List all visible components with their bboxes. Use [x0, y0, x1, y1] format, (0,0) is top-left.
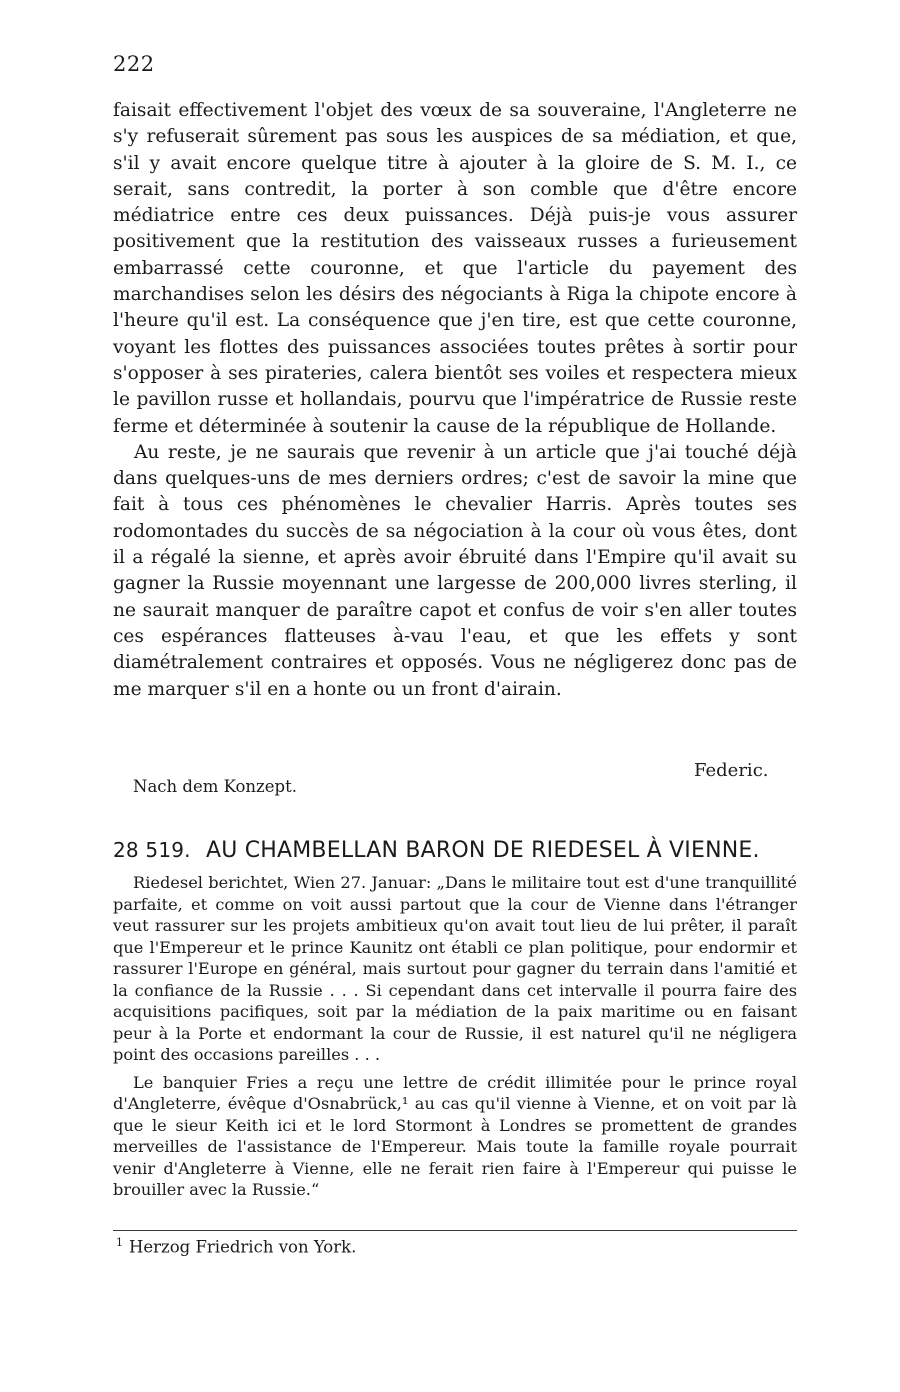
source-note: Nach dem Konzept. — [133, 777, 297, 796]
section-paragraph: Le banquier Fries a reçu une lettre de crédit illimitée pour le prince royal d'Angleterre, évêque d'Osnabrück,¹ au cas qu'il vienne à Vienne, et on voit par là que le sieur Keith ici et le lord Stormont à Londres se promettent de grandes merveilles de l'assistance de l'Empereur. Mais toute la famille royale pourrait venir d'Angleterre à Vienne, elle ne ferait rien faire à l'Empereur qui puisse le brouiller avec la Russie.“ — [113, 1072, 797, 1199]
letter-body — [113, 98, 797, 703]
letter-paragraph: faisait effectivement l'objet des vœux de sa souveraine, l'Angleterre ne s'y refuserait sûrement pas sous les auspices de sa médiation, et que, s'il y avait encore quelque titre à ajouter à la gloire de S. M. I., ce serait, sans contredit, la porter à son comble que d'être encore médiatrice entre ces deux puissances. Déjà puis-je vous assurer positivement que la restitution des vaisseaux russes a furieusement embarrassé cette couronne, et que l'article du payement des marchandises selon les désirs des négociants à Riga la chipote encore à l'heure qu'il est. La conséquence que j'en tire, est que cette couronne, voyant les flottes des puissances associées toutes prêtes à sortir pour s'opposer à ses pirateries, calera bientôt ses voiles et respectera mieux le pavillon russe et hollandais, pourvu que l'impératrice de Russie reste ferme et déterminée à soutenir la cause de la république de Hollande. — [113, 100, 797, 437]
section-title: AU CHAMBELLAN BARON DE RIEDESEL À VIENNE. — [205, 838, 760, 863]
footnote-marker: 1 — [116, 1236, 123, 1249]
section-body — [113, 872, 797, 1201]
letter-signature: Federic. — [694, 760, 769, 781]
section-number: 28 519. — [113, 838, 191, 862]
footnote-text: Herzog Friedrich von York. — [129, 1237, 357, 1257]
section-heading — [113, 838, 803, 863]
letter-paragraph: Au reste, je ne saurais que revenir à un article que j'ai touché déjà dans quelques-uns de mes derniers ordres; c'est de savoir la mine que fait à tous ces phénomènes le chevalier Harris. Après toutes ses rodomontades du succès de sa négociation à la cour où vous êtes, dont il a régalé la sienne, et après avoir ébruité dans l'Empire qu'il avait su gagner la Russie moyennant une largesse de 200,000 livres sterling, il ne saurait manquer de paraître capot et confus de voir s'en aller toutes ces espérances flatteuses à-vau l'eau, et que les effets y sont diamétralement contraires et opposés. Vous ne négligerez donc pas de me marquer s'il en a honte ou un front d'airain. — [113, 441, 797, 700]
section-paragraph: Riedesel berichtet, Wien 27. Januar: „Dans le militaire tout est d'une tranquillité parfaite, et comme on voit aussi partout que la cour de Vienne dans l'étranger veut rassurer sur les projets ambitieux qu'on avait tout lieu de lui prêter, il paraît que l'Empereur et le prince Kaunitz ont établi ce plan politique, pour endormir et rassurer l'Europe en général, mais surtout pour gagner du terrain dans l'amitié et la confiance de la Russie . . . Si cependant dans cet intervalle il pourra faire des acquisitions pacifiques, soit par la médiation de la paix maritime ou en faisant peur à la Porte et endormant la cour de Russie, il est naturel qu'il ne négligera point des occasions pareilles . . . — [113, 873, 797, 1064]
page-number: 222 — [113, 52, 155, 76]
footnote-divider — [113, 1230, 797, 1231]
footnote — [116, 1236, 356, 1257]
